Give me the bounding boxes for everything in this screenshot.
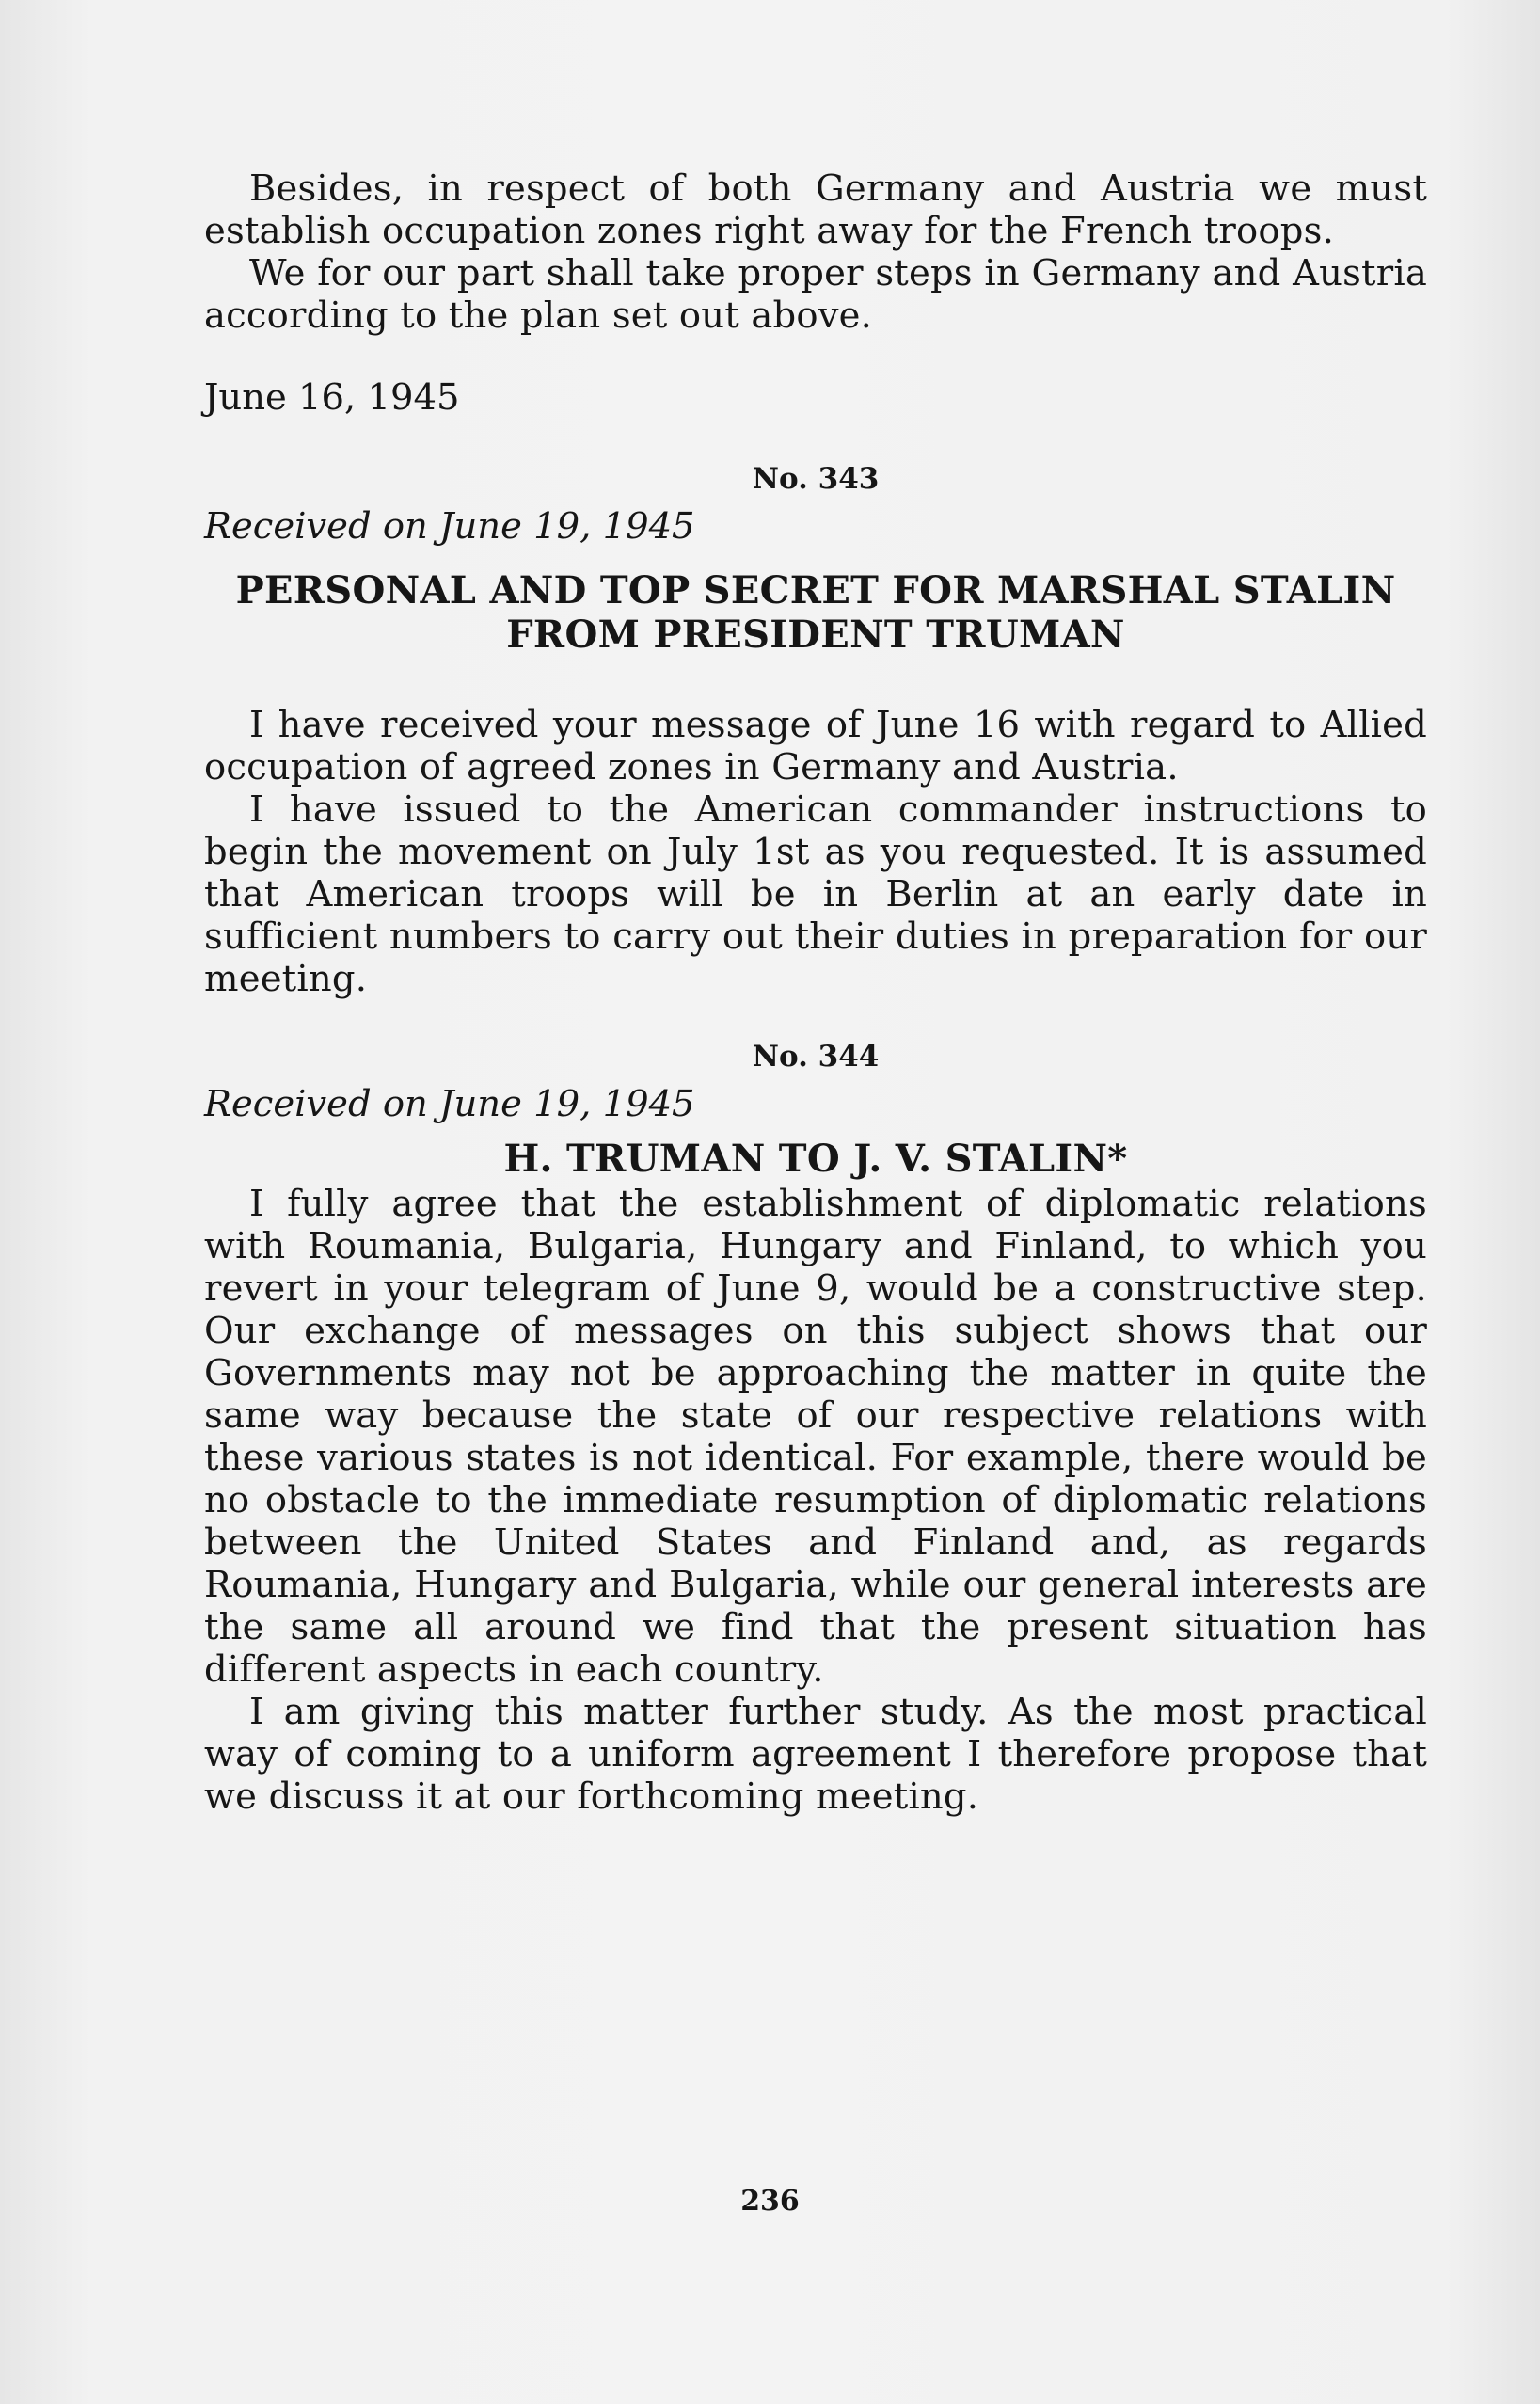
paragraph-instructions: I have issued to the American commander instructions to begin the movement on July 1st as you requested. It is assumed that American troops will be in Berlin at an early date in sufficient numbers to carry out their duties in preparation for our meeting. bbox=[204, 788, 1427, 1000]
received-date-343: Received on June 19, 1945 bbox=[204, 505, 695, 548]
document-heading-343-line2: FROM PRESIDENT TRUMAN bbox=[506, 613, 1125, 657]
paragraph-french-zones: Besides, in respect of both Germany and Austria we must establish occupation zones right away for the French troops. bbox=[204, 167, 1427, 252]
paragraph-received-message: I have received your message of June 16 with regard to Allied occupation of agreed zones in Germany and Austria. bbox=[204, 704, 1427, 788]
paragraph-plan-steps: We for our part shall take proper steps in Germany and Austria according to the plan set out above. bbox=[204, 252, 1427, 337]
paragraph-diplomatic-relations: I fully agree that the establishment of diplomatic relations with Roumania, Bulgaria, Hungary and Finland, to which you revert in your telegram of June 9, would be a constructive step. Our exchange of messages on this subject shows that our Governments may not be approaching the matter in quite the same way because the state of our respective relations with these various states is not identical. For example, there would be no obstacle to the immediate resumption of diplomatic relations between the United States and Finland and, as regards Roumania, Hungary and Bulgaria, while our general interests are the same all around we find that the present situation has different aspects in each country. bbox=[204, 1183, 1427, 1691]
letter-date: June 16, 1945 bbox=[204, 376, 460, 419]
paragraph-further-study: I am giving this matter further study. As the most practical way of coming to a uniform agreement I therefore propose that we discuss it at our forthcoming meeting. bbox=[204, 1691, 1427, 1818]
document-heading-344: H. TRUMAN TO J. V. STALIN* bbox=[503, 1137, 1128, 1181]
page-number: 236 bbox=[740, 2185, 800, 2218]
document-number-344: No. 344 bbox=[752, 1040, 880, 1074]
page-content bbox=[204, 167, 1427, 1818]
document-heading-343-line1: PERSONAL AND TOP SECRET FOR MARSHAL STALIN bbox=[235, 568, 1396, 613]
document-number-343: No. 343 bbox=[752, 462, 880, 496]
received-date-344: Received on June 19, 1945 bbox=[204, 1083, 695, 1125]
